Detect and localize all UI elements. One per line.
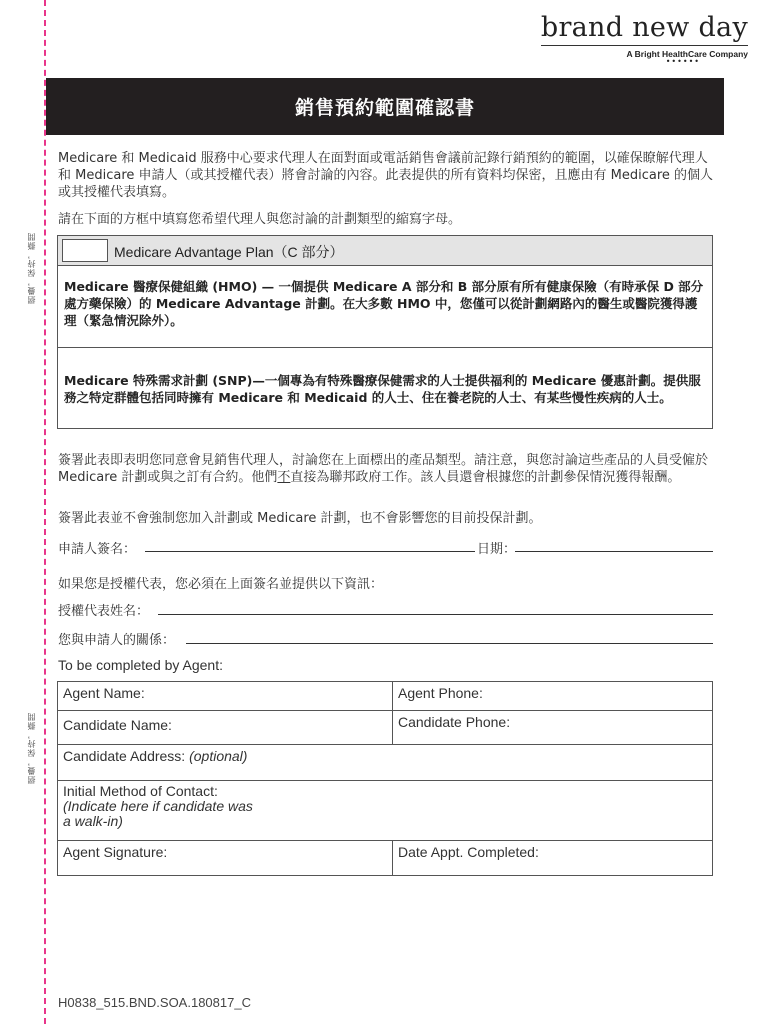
candidate-address-label: Candidate Address:	[63, 748, 186, 764]
form-code: H0838_515.BND.SOA.180817_C	[58, 995, 251, 1010]
plan-heading-row	[57, 235, 713, 265]
candidate-name-cell[interactable]	[58, 711, 393, 745]
brand-subtitle: A Bright HealthCare Company	[626, 49, 748, 59]
table-row	[58, 682, 713, 711]
optional-note: (optional)	[189, 748, 248, 764]
consent-part-b: 直接為聯邦政府工作。該人員還會根據您的計劃參保情況獲得報酬。	[290, 470, 681, 485]
relationship-line[interactable]	[186, 643, 713, 644]
table-row	[58, 711, 713, 745]
plan-code-box[interactable]	[62, 239, 108, 262]
rep-name-line[interactable]	[158, 614, 713, 615]
brand-dots: ••••••	[665, 57, 700, 66]
table-row	[58, 841, 713, 876]
table-row	[58, 745, 713, 781]
agent-signature-cell[interactable]: Agent Signature:	[58, 841, 393, 876]
agent-name-cell[interactable]: Agent Name:	[58, 682, 393, 711]
brand-logo	[541, 12, 748, 66]
page-title: 銷售預約範圍確認書	[46, 78, 724, 135]
candidate-name-label: Candidate Name:	[63, 717, 172, 733]
rep-note: 如果您是授權代表，您必須在上面簽名並提供以下資訊：	[58, 577, 384, 592]
candidate-address-cell[interactable]	[58, 745, 713, 781]
date-line[interactable]	[515, 551, 713, 552]
rep-name-label: 授權代表姓名：	[58, 604, 150, 619]
plan-option-snp: Medicare 特殊需求計劃 (SNP)—一個專為有特殊醫療保健需求的人士提供福利的 Medicare 優惠計劃。提供服務之特定群體包括同時擁有 Medicare 和 Medicaid 的人士、住在養老院的人士、有某些慢性疾病的人士。	[57, 347, 713, 429]
date-label: 日期：	[477, 542, 517, 557]
consent-not: 不	[277, 470, 291, 485]
agent-section-heading: To be completed by Agent:	[58, 657, 223, 673]
table-row	[58, 781, 713, 841]
brand-name: brand new day	[541, 12, 748, 46]
instruction-text: 請在下面的方框中填寫您希望代理人與您討論的計劃類型的縮寫字母。	[58, 212, 462, 227]
plan-option-hmo: Medicare 醫療保健組織 (HMO) — 一個提供 Medicare A 部分和 B 部分原有所有健康保險（有時承保 D 部分處方藥保險）的 Medicare Advantage 計劃。在大多數 HMO 中，您僅可以從計劃網路內的醫生或醫院獲得護理（緊急情況除外）。	[57, 265, 713, 348]
date-completed-cell[interactable]: Date Appt. Completed:	[393, 841, 713, 876]
tear-line	[44, 0, 46, 1024]
consent-text-2: 簽署此表並不會強制您加入計劃或 Medicare 計劃，也不會影響您的目前投保計劃。	[58, 511, 542, 526]
agent-table	[57, 681, 713, 876]
contact-method-cell[interactable]	[58, 781, 713, 841]
applicant-signature-label: 申請人簽名：	[58, 542, 137, 557]
contact-method-label: Initial Method of Contact:	[63, 783, 218, 799]
fold-note: 摺疊，保持，撕開	[27, 232, 36, 304]
candidate-phone-cell[interactable]: Candidate Phone:	[393, 711, 713, 745]
contact-method-note: (Indicate here if candidate was a walk-in)	[63, 798, 253, 829]
fold-note: 摺疊，保持，撕開	[27, 712, 36, 784]
consent-text	[58, 452, 716, 486]
relationship-label: 您與申請人的關係：	[58, 633, 176, 648]
intro-text: Medicare 和 Medicaid 服務中心要求代理人在面對面或電話銷售會議前記錄行銷預約的範圍，以確保瞭解代理人和 Medicare 申請人（或其授權代表）將會討論的內容。此表提供的所有資料均保密，且應由有 Medicare 的個人或其授權代表填寫。	[58, 151, 714, 200]
applicant-signature-line[interactable]	[145, 551, 475, 552]
plan-heading: Medicare Advantage Plan（C 部分）	[114, 244, 344, 260]
consent-part-a: 簽署此表即表明您同意會見銷售代理人，討論您在上面標出的產品類型。請注意，與您討論這些產品的人員受僱於 Medicare 計劃或與之訂有合約。他們	[58, 453, 709, 485]
agent-phone-cell[interactable]: Agent Phone:	[393, 682, 713, 711]
